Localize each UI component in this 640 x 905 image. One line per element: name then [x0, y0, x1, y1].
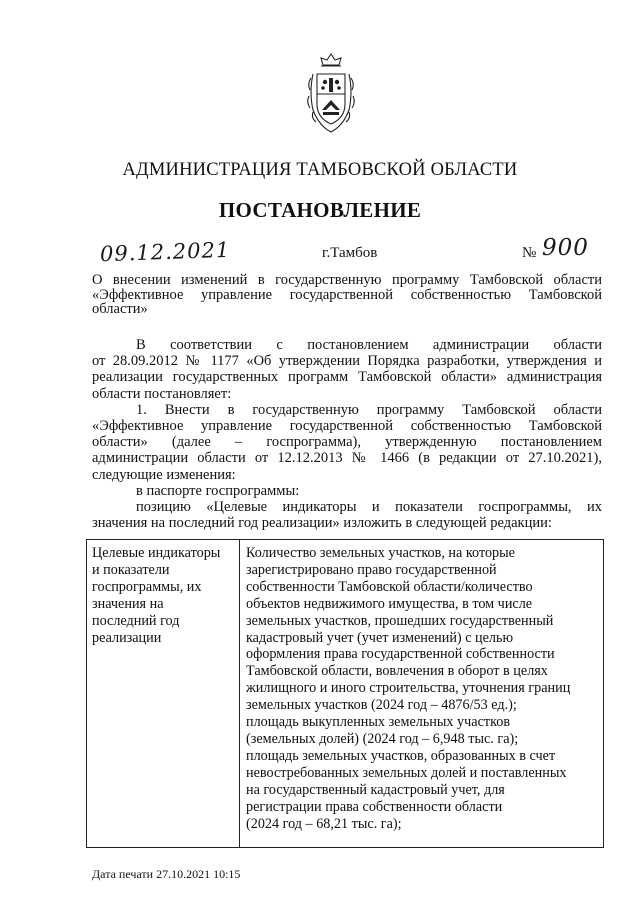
table-cell-line: и показатели [92, 561, 170, 578]
table-cell-line: Тамбовской области, вовлечения в оборот в целях [246, 663, 548, 680]
table-cell-line: (земельных долей) (2024 год – 6,948 тыс. га); [246, 730, 519, 747]
body-text-line: от 28.09.2012 № 1177 «Об утверждении Порядка разработки, утверждения и [92, 353, 602, 370]
document-subject [92, 273, 602, 317]
body-text-line: позицию «Целевые индикаторы и показатели госпрограммы, их [136, 499, 602, 516]
table-cell-line: площадь земельных участков, образованных в счет [246, 747, 556, 764]
city-label: г.Тамбов [322, 245, 378, 261]
table-cell-line: объектов недвижимого имущества, в том числе [246, 595, 533, 612]
table-cell-line: земельных участков, прошедших государственный [246, 612, 554, 629]
table-cell-line: госпрограммы, их [92, 578, 202, 595]
subject-line: области» [92, 301, 148, 317]
body-text-line: «Эффективное управление государственной собственностью Тамбовской [92, 418, 602, 435]
body-text-line: в паспорте госпрограммы: [136, 482, 300, 499]
table-cell-line: оформления права государственной собственности [246, 646, 555, 663]
table-cell-line: (2024 год – 68,21 тыс. га); [246, 815, 402, 832]
table-cell-line: реализации [92, 629, 162, 646]
body-text-line: администрации области от 12.12.2013 № 1466 (в редакции от 27.10.2021), [92, 450, 602, 467]
body-text-line: значения на последний год реализации» изложить в следующей редакции: [92, 515, 552, 532]
table-cell-line: последний год [92, 612, 180, 629]
body-text-line: 1. Внести в государственную программу Тамбовской области [136, 401, 602, 418]
passport-table [86, 539, 604, 848]
number-label: № [522, 245, 537, 261]
body-text-line: В соответствии с постановлением администрации области [136, 337, 602, 353]
subject-line: О внесении изменений в государственную программу Тамбовской области [92, 272, 602, 288]
body-text-line: области постановляет: [92, 385, 232, 402]
document-type-title: ПОСТАНОВЛЕНИЕ [218, 198, 422, 222]
table-row [87, 540, 604, 848]
table-cell-line: собственности Тамбовской области/количество [246, 578, 533, 595]
table-cell-indicator-title [87, 540, 240, 848]
table-cell-line: зарегистрировано право государственной [246, 561, 497, 578]
body-text-line: области» (далее – госпрограмма), утвержденную постановлением [92, 434, 602, 451]
subject-line: «Эффективное управление государственной собственностью Тамбовской [92, 286, 602, 303]
table-cell-line: невостребованных земельных долей и поставленных [246, 764, 567, 781]
organization-title: АДМИНИСТРАЦИЯ ТАМБОВСКОЙ ОБЛАСТИ [122, 160, 518, 180]
document-body [92, 337, 602, 531]
coat-of-arms-emblem [305, 52, 357, 134]
table-cell-line: значения на [92, 595, 164, 612]
body-text-line: следующие изменения: [92, 466, 236, 483]
table-cell-indicator-values [240, 540, 604, 848]
table-cell-line: Целевые индикаторы [92, 545, 221, 561]
table-cell-line: земельных участков (2024 год – 4876/53 ед.); [246, 697, 517, 714]
table-cell-line: на государственный кадастровый учет, для [246, 781, 505, 798]
print-date-footer: Дата печати 27.10.2021 10:15 [92, 867, 241, 881]
table-cell-line: жилищного и иного строительства, уточнения границ [246, 680, 571, 697]
handwritten-date: 09.12.2021 [99, 237, 231, 267]
body-text-line: реализации государственных программ Тамбовской области» администрация [92, 369, 602, 386]
table-cell-line: Количество земельных участков, на которые [246, 545, 515, 561]
table-cell-line: площадь выкупленных земельных участков [246, 714, 511, 731]
table-cell-line: регистрации права собственности области [246, 798, 503, 815]
table-cell-line: кадастровый учет (учет изменений) с целью [246, 629, 514, 646]
handwritten-number: 900 [542, 235, 589, 261]
